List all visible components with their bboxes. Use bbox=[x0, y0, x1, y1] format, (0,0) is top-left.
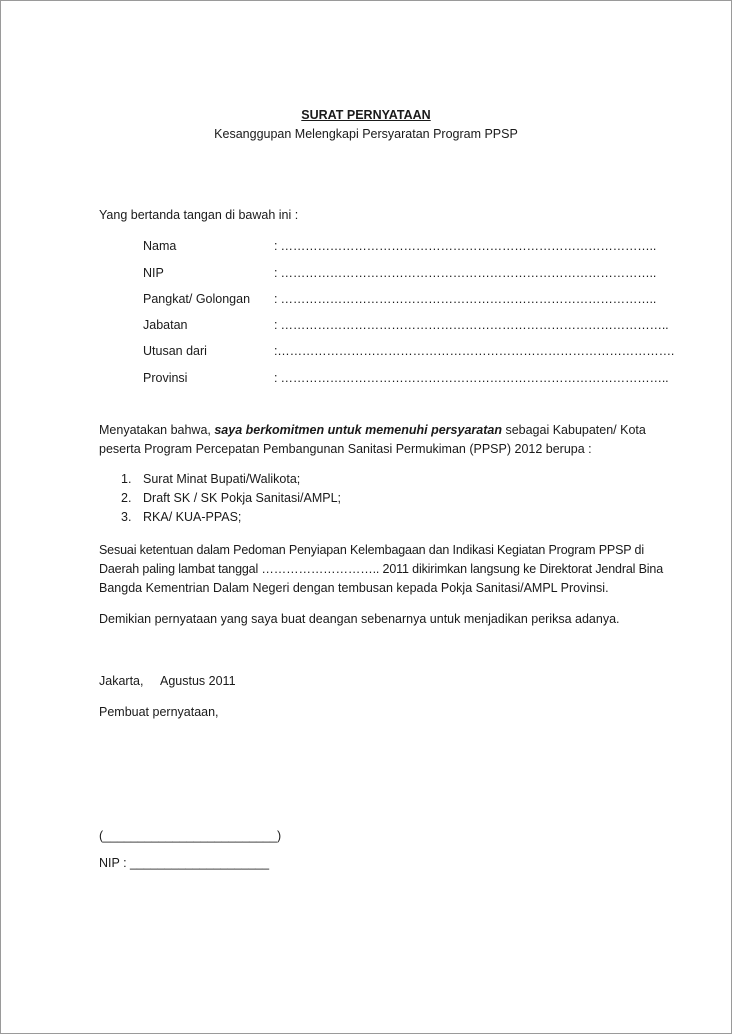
place-text: Jakarta, bbox=[99, 674, 144, 688]
list-item-number: 3. bbox=[121, 510, 132, 524]
signature-line: (_________________________) bbox=[99, 829, 282, 843]
field-value-pangkat: : ……………………………………………………………………………….. bbox=[274, 292, 657, 306]
field-value-nama: : ……………………………………………………………………………….. bbox=[274, 239, 657, 253]
statement-prefix: Menyatakan bahwa, bbox=[99, 423, 215, 437]
field-label-nip: NIP bbox=[143, 266, 164, 280]
field-label-provinsi: Provinsi bbox=[143, 371, 188, 385]
date-text: Agustus 2011 bbox=[160, 674, 236, 688]
field-value-utusan: :……………………………………………………………………………………. bbox=[274, 344, 675, 358]
document-title: SURAT PERNYATAAN bbox=[301, 108, 431, 122]
statement-line-2: peserta Program Percepatan Pembangunan Sanitasi Permukiman (PPSP) 2012 berupa : bbox=[99, 442, 592, 456]
field-value-nip: : ……………………………………………………………………………….. bbox=[274, 266, 657, 280]
provision-line-3: Bangda Kementrian Dalam Negeri dengan tembusan kepada Pokja Sanitasi/AMPL Provinsi. bbox=[99, 581, 609, 595]
document-subtitle: Kesanggupan Melengkapi Persyaratan Program PPSP bbox=[214, 127, 518, 141]
list-item-number: 1. bbox=[121, 472, 132, 486]
statement-line-1 bbox=[99, 421, 646, 440]
field-value-provinsi: : ………………………………………………………………………………….. bbox=[274, 371, 669, 385]
list-item-number: 2. bbox=[121, 491, 132, 505]
provision-line-2: Daerah paling lambat tanggal ……………………….. 2011 dikirimkan langsung ke Direktorat Jendral Bina bbox=[99, 562, 664, 576]
field-label-nama: Nama bbox=[143, 239, 177, 253]
nip-line: NIP : ____________________ bbox=[99, 856, 270, 870]
intro-text: Yang bertanda tangan di bawah ini : bbox=[99, 208, 299, 222]
list-item-text: Surat Minat Bupati/Walikota; bbox=[143, 472, 301, 486]
provision-line-1: Sesuai ketentuan dalam Pedoman Penyiapan Kelembagaan dan Indikasi Kegiatan Program PPSP di bbox=[99, 543, 644, 557]
list-item-text: RKA/ KUA-PPAS; bbox=[143, 510, 242, 524]
closing-text: Demikian pernyataan yang saya buat deangan sebenarnya untuk menjadikan periksa adanya. bbox=[99, 612, 620, 626]
statement-suffix: sebagai Kabupaten/ Kota bbox=[501, 423, 646, 437]
field-label-utusan: Utusan dari bbox=[143, 344, 207, 358]
field-label-jabatan: Jabatan bbox=[143, 318, 188, 332]
field-value-jabatan: : ………………………………………………………………………………….. bbox=[274, 318, 669, 332]
signer-label: Pembuat pernyataan, bbox=[99, 705, 219, 719]
statement-emphasis: saya berkomitmen untuk memenuhi persyaratan bbox=[214, 423, 502, 437]
field-label-pangkat: Pangkat/ Golongan bbox=[143, 292, 251, 306]
list-item-text: Draft SK / SK Pokja Sanitasi/AMPL; bbox=[143, 491, 341, 505]
